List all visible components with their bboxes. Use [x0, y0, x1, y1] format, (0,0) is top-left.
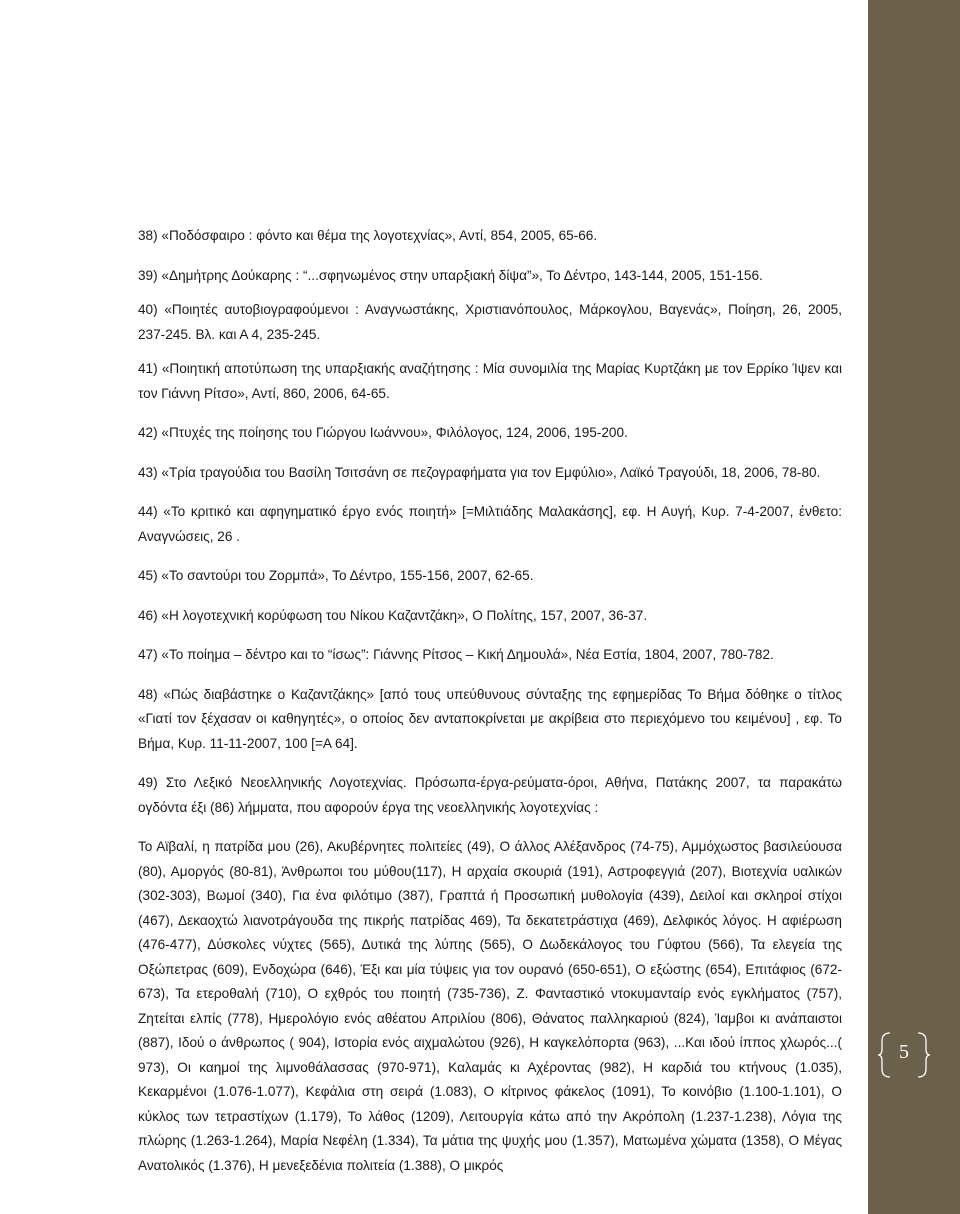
entry-44: 44) «Το κριτικό και αφηγηματικό έργο ενός ποιητή» [=Μιλτιάδης Μαλακάσης], εφ. Η Αυγή, Κυρ. 7-4-2007, ένθετο: Αναγνώσεις, 26 .: [138, 504, 842, 544]
page-number-badge: [878, 1027, 930, 1083]
page-number: 5: [899, 1041, 909, 1063]
entry-48: 48) «Πώς διαβάστηκε ο Καζαντζάκης» [από τους υπεύθυνους σύνταξης της εφημερίδας Το Βήμα δόθηκε ο τίτλος «Γιατί τον ξέχασαν οι καθηγητές», ο οποίος δεν ανταποκρίνεται με ακρίβεια στο περιεχόμενο του κειμένου] , εφ. Το Βήμα, Κυρ. 11-11-2007, 100 [=Α 64].: [138, 686, 842, 751]
entry-46: 46) «Η λογοτεχνική κορύφωση του Νίκου Καζαντζάκη», Ο Πολίτης, 157, 2007, 36-37.: [138, 607, 648, 623]
entry-41: 41) «Ποιητική αποτύπωση της υπαρξιακής αναζήτησης : Μία συνομιλία της Μαρίας Κυρτζάκη με τον Ερρίκο Ίψεν και τον Γιάννη Ρίτσο», Αντί, 860, 2006, 64-65.: [138, 361, 842, 401]
entry-39: 39) «Δημήτρης Δούκαρης : “...σφηνωμένος στην υπαρξιακή δίψα”», Το Δέντρο, 143-144, 2005, 151-156.: [138, 267, 763, 283]
entry-45: 45) «Το σαντούρι του Ζορμπά», Το Δέντρο, 155-156, 2007, 62-65.: [138, 568, 534, 583]
entry-49: 49) Στο Λεξικό Νεοελληνικής Λογοτεχνίας. Πρόσωπα-έργα-ρεύματα-όροι, Αθήνα, Πατάκης 2007, τα παρακάτω ογδόντα έξι (86) λήμματα, που αφορούν έργα της νεοελληνικής λογοτεχνίας :: [138, 775, 842, 815]
entry-43: 43) «Τρία τραγούδια του Βασίλη Τσιτσάνη σε πεζογραφήματα για τον Εμφύλιο», Λαϊκό Τραγούδι, 18, 2006, 78-80.: [138, 464, 821, 480]
entry-40: 40) «Ποιητές αυτοβιογραφούμενοι : Αναγνωστάκης, Χριστιανόπουλος, Μάρκογλου, Βαγενάς», Ποίηση, 26, 2005, 237-245. Βλ. και Α 4, 235-245.: [138, 302, 842, 342]
bibliography-list: [138, 224, 842, 1193]
entry-38: 38) «Ποδόσφαιρο : φόντο και θέμα της λογοτεχνίας», Αντί, 854, 2005, 65-66.: [138, 228, 598, 243]
entry-49-list: Το Αϊβαλί, η πατρίδα μου (26), Ακυβέρνητες πολιτείες (49), Ο άλλος Αλέξανδρος (74-75), Αμμόχωστος βασιλεύουσα (80), Αμοργός (80-81), Άνθρωποι του μύθου(117), Η αρχαία σκουριά (191), Αστροφεγγιά (207), Βιοτεχνία υαλικών (302-303), Βωμοί (340), Για ένα φιλότιμο (387), Γραπτά ή Προσωπική μυθολογία (439), Δειλοί και σκληροί στίχοι (467), Δεκαοχτώ λιανοτράγουδα της πικρής πατρίδας 469), Τα δεκατετράστιχα (469), Δελφικός λόγος. Η αφιέρωση (476-477), Δύσκολες νύχτες (565), Δυτικά της λύπης (565), Ο Δωδεκάλογος του Γύφτου (566), Τα ελεγεία της Οξώπετρας (609), Ενδοχώρα (646), Έξι και μία τύψεις για τον ουρανό (650-651), Ο εξώστης (654), Επιτάφιος (672-673), Τα ετεροθαλή (710), Ο εχθρός του ποιητή (735-736), Ζ. Φανταστικό ντοκυμανταίρ ενός εγκλήματος (757), Ζητείται ελπίς (778), Ημερολόγιο ενός αθέατου Απριλίου (806), Θάνατος παλληκαριού (824), Ίαμβοι κι ανάπαιστοι (887), Ιδού ο άνθρωπος ( 904), Ιστορία ενός αιχμαλώτου (926), Η καγκελόπορτα (963), ...Και ιδού ίππος χλωρός...( 973), Οι καημοί της λιμνοθάλασσας (970-971), Καλαμάς κι Αχέροντας (982), Η καρδιά του κτήνους (1.035), Κεκαρμένοι (1.076-1.077), Κεφάλια στη σειρά (1.083), Ο κίτρινος φάκελος (1091), Το κοινόβιο (1.100-1.101), Ο κύκλος των τετραστίχων (1.179), Το λάθος (1209), Λειτουργία κάτω από την Ακρόπολη (1.237-1.238), Λόγια της πλώρης (1.263-1.264), Μαρία Νεφέλη (1.334), Τα μάτια της ψυχής μου (1.357), Ματωμένα χώματα (1358), Ο Μέγας Ανατολικός (1.376), Η μενεξεδένια πολιτεία (1.388), Ο μικρός: [138, 839, 842, 1173]
entry-47: 47) «Το ποίημα – δέντρο και το “ίσως”: Γιάννης Ρίτσος – Κική Δημουλά», Νέα Εστία, 1804, 2007, 780-782.: [138, 647, 774, 662]
entry-42: 42) «Πτυχές της ποίησης του Γιώργου Ιωάννου», Φιλόλογος, 124, 2006, 195-200.: [138, 425, 628, 440]
